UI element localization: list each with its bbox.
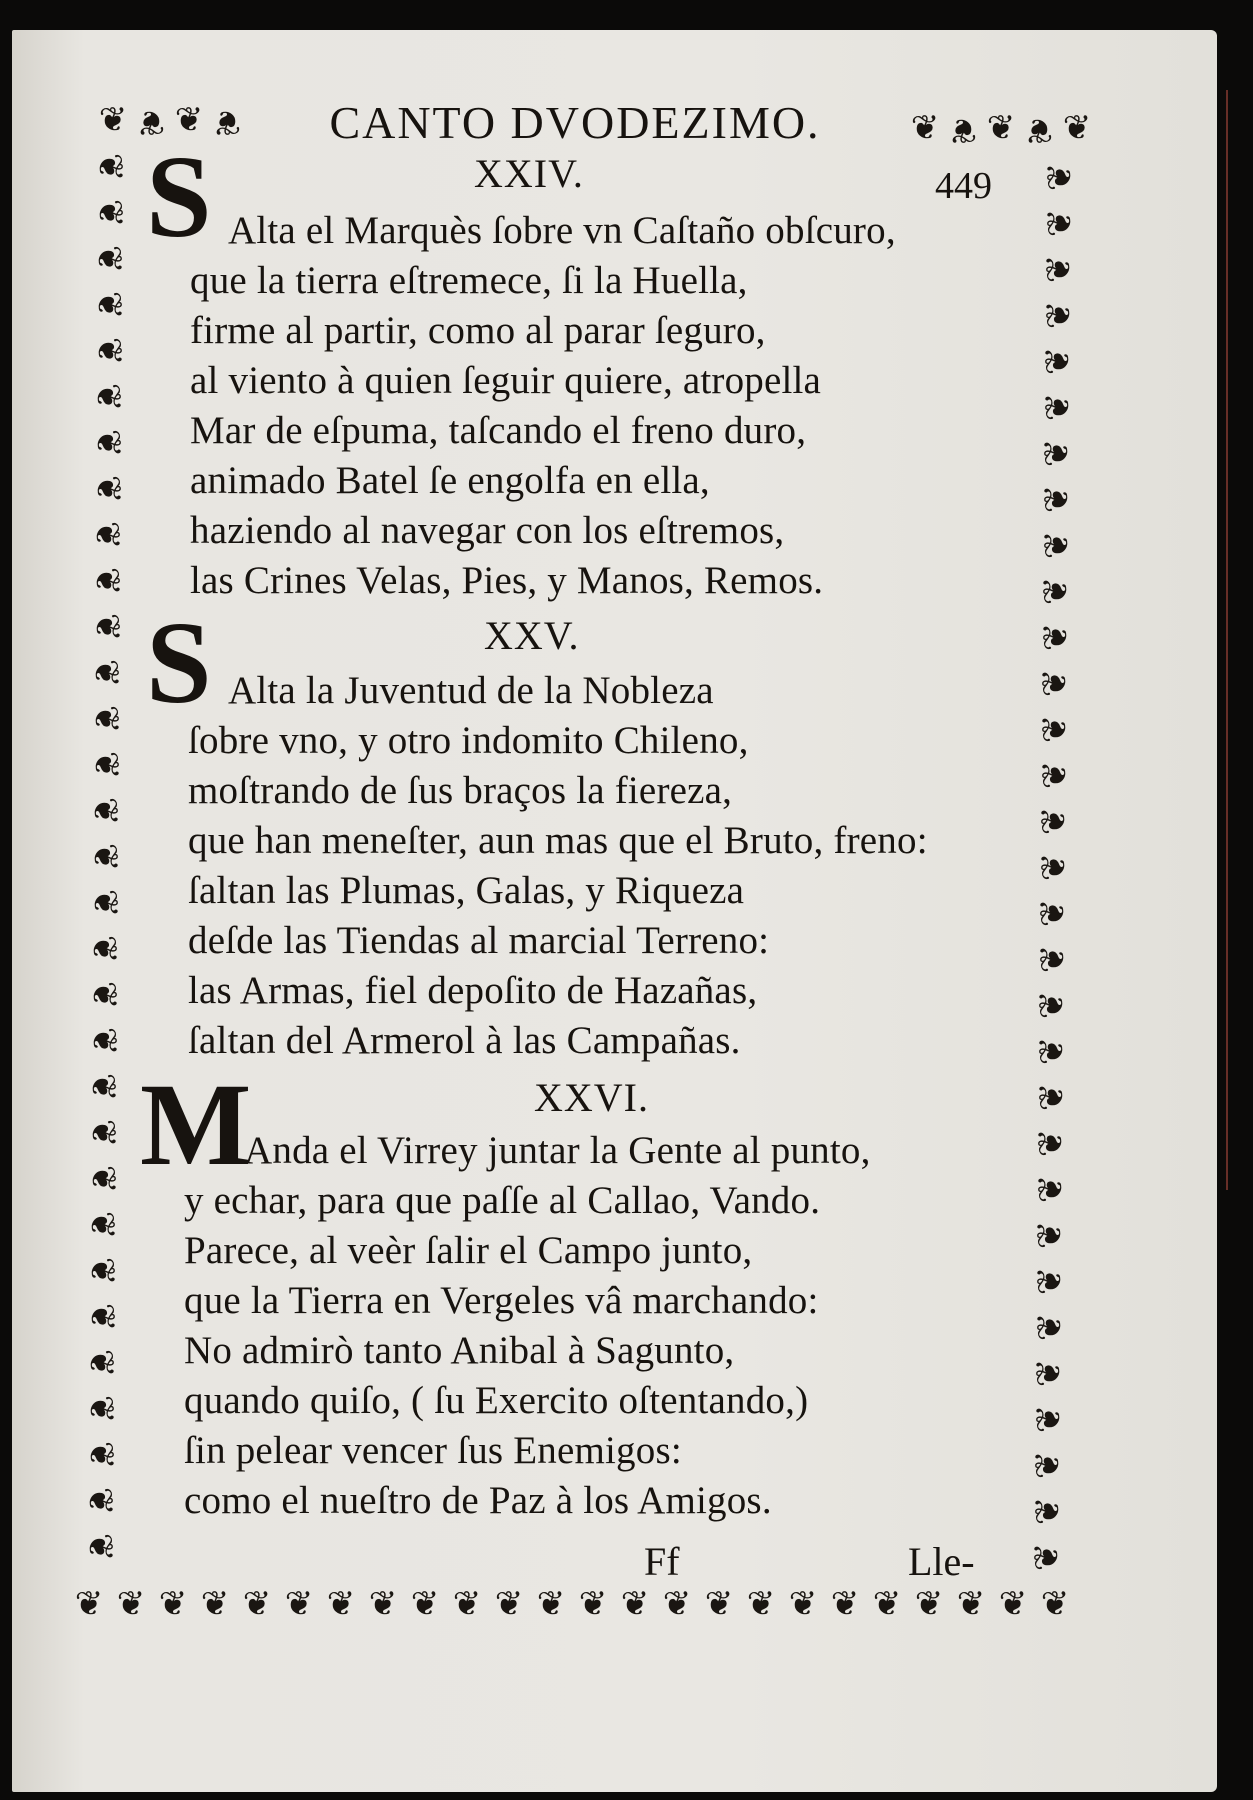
fleuron-ornament-icon: ❦ [1030, 1496, 1067, 1526]
verse-line: y echar, para que paſſe al Callao, Vando. [184, 1179, 821, 1222]
verse-line: que han meneſter, aun mas que el Bruto, freno: [188, 819, 928, 862]
fleuron-ornament-icon: ❦ [81, 1486, 118, 1516]
fleuron-ornament-icon: ❦ [284, 1586, 314, 1623]
fleuron-ornament-icon: ❦ [86, 888, 123, 918]
fleuron-ornament-icon: ❦ [914, 1586, 944, 1623]
verse-line: las Armas, fiel depoſito de Hazañas, [188, 969, 758, 1012]
fleuron-ornament-icon: ❦ [89, 474, 126, 504]
stanza-number: XXV. [484, 613, 580, 658]
fleuron-ornament-icon: ❦ [86, 796, 123, 826]
verse-line: que la tierra eſtremece, ſi la Huella, [190, 259, 748, 302]
fleuron-ornament-icon: ❦ [1032, 1220, 1069, 1250]
verse-line: moſtrando de ſus braços la fiereza, [188, 769, 733, 812]
verse-line: No admirò tanto Anibal à Sagunto, [184, 1329, 735, 1372]
fleuron-ornament-icon: ❦ [242, 1586, 272, 1623]
fleuron-ornament-icon: ❦ [85, 980, 122, 1010]
fleuron-ornament-icon: ❦ [82, 1394, 119, 1424]
fleuron-ornament-icon: ❦ [1032, 1312, 1069, 1342]
fleuron-ornament-icon: ❦ [87, 658, 124, 688]
fleuron-ornament-icon: ❦ [85, 1026, 122, 1056]
verse-line: al viento à quien ſeguir quiere, atropella [190, 359, 822, 402]
fleuron-ornament-icon: ❦ [82, 1440, 119, 1470]
fleuron-ornament-icon: ❦ [986, 110, 1016, 147]
fleuron-ornament-icon: ❦ [1024, 111, 1054, 148]
fleuron-ornament-icon: ❦ [1038, 622, 1075, 652]
fleuron-ornament-icon: ❦ [368, 1586, 398, 1623]
verse-line: Alta la Juventud de la Nobleza [228, 669, 714, 712]
fleuron-ornament-icon: ❦ [82, 1348, 119, 1378]
fleuron-ornament-icon: ❦ [1037, 668, 1074, 698]
fleuron-ornament-icon: ❦ [1033, 1174, 1070, 1204]
fleuron-ornament-icon: ❦ [1062, 110, 1092, 147]
verse-line: Alta el Marquès ſobre vn Caſtaño obſcuro, [228, 209, 896, 252]
fleuron-ornament-icon: ❦ [90, 290, 127, 320]
page-number: 449 [935, 165, 992, 207]
fleuron-ornament-icon: ❦ [1036, 806, 1073, 836]
verse-line: deſde las Tiendas al marcial Terreno: [188, 919, 770, 962]
fleuron-ornament-icon: ❦ [83, 1210, 120, 1240]
verse-line: ſin pelear vencer ſus Enemigos: [184, 1429, 682, 1472]
fleuron-ornament-icon: ❦ [91, 198, 128, 228]
fleuron-ornament-icon: ❦ [86, 842, 123, 872]
fleuron-ornament-icon: ❦ [620, 1586, 650, 1623]
fleuron-ornament-icon: ❦ [578, 1586, 608, 1623]
fleuron-ornament-icon: ❦ [1039, 438, 1076, 468]
fleuron-ornament-icon: ❦ [1034, 1036, 1071, 1066]
fleuron-ornament-icon: ❦ [1038, 576, 1075, 606]
fleuron-ornament-icon: ❦ [90, 244, 127, 274]
fleuron-ornament-icon: ❦ [956, 1586, 986, 1623]
fleuron-ornament-icon: ❦ [88, 566, 125, 596]
fleuron-ornament-icon: ❦ [910, 110, 940, 147]
fleuron-ornament-icon: ❦ [116, 1586, 146, 1623]
page-edge-mark [1226, 90, 1228, 1190]
fleuron-ornament-icon: ❦ [98, 102, 128, 139]
fleuron-ornament-icon: ❦ [452, 1586, 482, 1623]
fleuron-ornament-icon: ❦ [1029, 1542, 1066, 1572]
fleuron-ornament-icon: ❦ [1034, 1082, 1071, 1112]
fleuron-ornament-icon: ❦ [1033, 1128, 1070, 1158]
verse-line: Mar de eſpuma, taſcando el freno duro, [190, 409, 807, 452]
verse-line: ſaltan del Armerol à las Campañas. [188, 1019, 741, 1062]
fleuron-ornament-icon: ❦ [830, 1586, 860, 1623]
fleuron-ornament-icon: ❦ [326, 1586, 356, 1623]
fleuron-ornament-icon: ❦ [1034, 990, 1071, 1020]
fleuron-ornament-icon: ❦ [1032, 1266, 1069, 1296]
catchword: Lle- [908, 1539, 975, 1584]
fleuron-ornament-icon: ❦ [1041, 254, 1078, 284]
fleuron-ornament-icon: ❦ [85, 934, 122, 964]
page-header: CANTO DVODEZIMO. [329, 97, 821, 148]
fleuron-ornament-icon: ❦ [662, 1586, 692, 1623]
fleuron-ornament-icon: ❦ [788, 1586, 818, 1623]
fleuron-ornament-icon: ❦ [200, 1586, 230, 1623]
fleuron-ornament-icon: ❦ [87, 704, 124, 734]
fleuron-ornament-icon: ❦ [1040, 1586, 1070, 1623]
fleuron-ornament-icon: ❦ [84, 1118, 121, 1148]
fleuron-ornament-icon: ❦ [84, 1072, 121, 1102]
fleuron-ornament-icon: ❦ [704, 1586, 734, 1623]
verse-line: Parece, al veèr ſalir el Campo junto, [184, 1229, 753, 1272]
fleuron-ornament-icon: ❦ [174, 102, 204, 139]
fleuron-ornament-icon: ❦ [872, 1586, 902, 1623]
fleuron-ornament-icon: ❦ [948, 111, 978, 148]
fleuron-ornament-icon: ❦ [536, 1586, 566, 1623]
fleuron-ornament-icon: ❦ [89, 382, 126, 412]
fleuron-ornament-icon: ❦ [1039, 484, 1076, 514]
fleuron-ornament-icon: ❦ [90, 336, 127, 366]
fleuron-ornament-icon: ❦ [1040, 346, 1077, 376]
fleuron-ornament-icon: ❦ [1037, 714, 1074, 744]
fleuron-ornament-icon: ❦ [88, 520, 125, 550]
verse-line: Anda el Virrey juntar la Gente al punto, [244, 1129, 871, 1172]
fleuron-ornament-icon: ❦ [1030, 1450, 1067, 1480]
fleuron-ornament-icon: ❦ [1036, 852, 1073, 882]
stanza-number: XXIV. [474, 151, 584, 196]
drop-cap: S [146, 131, 212, 262]
fleuron-ornament-icon: ❦ [91, 152, 128, 182]
fleuron-ornament-icon: ❦ [84, 1164, 121, 1194]
fleuron-ornament-icon: ❦ [212, 103, 242, 140]
fleuron-ornament-icon: ❦ [998, 1586, 1028, 1623]
fleuron-ornament-icon: ❦ [83, 1256, 120, 1286]
fleuron-ornament-icon: ❦ [81, 1532, 118, 1562]
fleuron-ornament-icon: ❦ [88, 612, 125, 642]
fleuron-ornament-icon: ❦ [136, 103, 166, 140]
fleuron-ornament-icon: ❦ [89, 428, 126, 458]
fleuron-ornament-icon: ❦ [1037, 760, 1074, 790]
fleuron-ornament-icon: ❦ [410, 1586, 440, 1623]
verse-line: haziendo al navegar con los eſtremos, [190, 509, 785, 552]
verse-line: quando quiſo, ( ſu Exercito oſtentando,) [184, 1379, 809, 1422]
fleuron-ornament-icon: ❦ [158, 1586, 188, 1623]
fleuron-ornament-icon: ❦ [1042, 162, 1079, 192]
fleuron-ornament-icon: ❦ [1035, 944, 1072, 974]
verse-line: animado Batel ſe engolfa en ella, [190, 459, 710, 502]
fleuron-ornament-icon: ❦ [1031, 1404, 1068, 1434]
signature-mark: Ff [644, 1539, 680, 1584]
fleuron-ornament-icon: ❦ [1041, 300, 1078, 330]
fleuron-ornament-icon: ❦ [1040, 392, 1077, 422]
verse-line: las Crines Velas, Pies, y Manos, Remos. [190, 559, 824, 602]
fleuron-ornament-icon: ❦ [1039, 530, 1076, 560]
fleuron-ornament-icon: ❦ [74, 1586, 104, 1623]
verse-line: ſaltan las Plumas, Galas, y Riqueza [188, 869, 745, 912]
verse-line: como el nueſtro de Paz à los Amigos. [184, 1479, 772, 1522]
verse-line: firme al partir, como al parar ſeguro, [190, 309, 766, 352]
fleuron-ornament-icon: ❦ [494, 1586, 524, 1623]
fleuron-ornament-icon: ❦ [83, 1302, 120, 1332]
stanza-number: XXVI. [534, 1075, 649, 1120]
fleuron-ornament-icon: ❦ [746, 1586, 776, 1623]
verse-line: que la Tierra en Vergeles vâ marchando: [184, 1279, 819, 1322]
fleuron-ornament-icon: ❦ [1031, 1358, 1068, 1388]
fleuron-ornament-icon: ❦ [1042, 208, 1079, 238]
verse-line: ſobre vno, y otro indomito Chileno, [188, 719, 749, 762]
drop-cap: M [140, 1059, 252, 1190]
drop-cap: S [146, 597, 212, 728]
fleuron-ornament-icon: ❦ [1035, 898, 1072, 928]
fleuron-ornament-icon: ❦ [87, 750, 124, 780]
